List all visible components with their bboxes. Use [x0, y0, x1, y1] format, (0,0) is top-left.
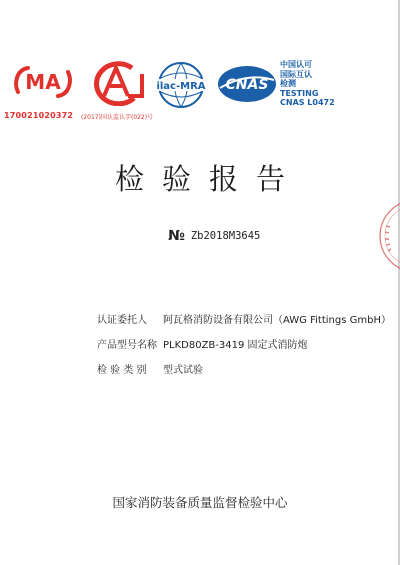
document-title: 检验报告	[114, 162, 303, 196]
cma-certificate-number: 170021020372	[4, 111, 74, 120]
field-label: 认证委托人	[97, 315, 147, 326]
cnas-logo-text: CNAS	[225, 77, 269, 93]
field-label: 检 验 类 别	[97, 365, 147, 376]
issuing-organization: 国家消防装备质量监督检验中心	[112, 495, 288, 510]
numero-sign: №	[168, 228, 185, 244]
field-label: 产品型号名称	[97, 340, 157, 351]
report-number	[168, 228, 260, 244]
field-row-client	[97, 311, 391, 336]
cnas-line-5: CNAS L0472	[280, 98, 335, 107]
cma-logo	[12, 62, 74, 102]
cnas-line-4: TESTING	[280, 88, 319, 98]
report-fields	[97, 311, 391, 386]
red-seal-stamp	[376, 196, 400, 276]
ilac-logo-text: ilac-MRA	[156, 81, 206, 92]
cnas-line-2: 国际互认	[280, 69, 312, 79]
cal-logo-text: CAL	[82, 60, 84, 61]
report-number-value: Zb2018M3645	[190, 230, 261, 242]
field-value: PLKD80ZB-3419 固定式消防炮	[163, 340, 308, 351]
cal-certificate-number: (2017)国认监认字(022)号	[81, 114, 154, 121]
cma-logo-text: MA	[25, 70, 61, 94]
cnas-logo	[216, 64, 278, 104]
cal-logo	[82, 60, 152, 106]
ilac-mra-logo	[148, 60, 214, 110]
cnas-line-3: 检测	[280, 79, 296, 88]
field-row-test-type	[97, 361, 387, 386]
field-row-product	[97, 336, 387, 361]
field-value: 阿瓦格消防设备有限公司（AWG Fittings GmbH）	[163, 315, 391, 326]
cnas-line-1: 中国认可	[280, 60, 312, 69]
field-value: 型式试验	[163, 365, 203, 376]
cnas-accreditation-text	[280, 60, 360, 108]
